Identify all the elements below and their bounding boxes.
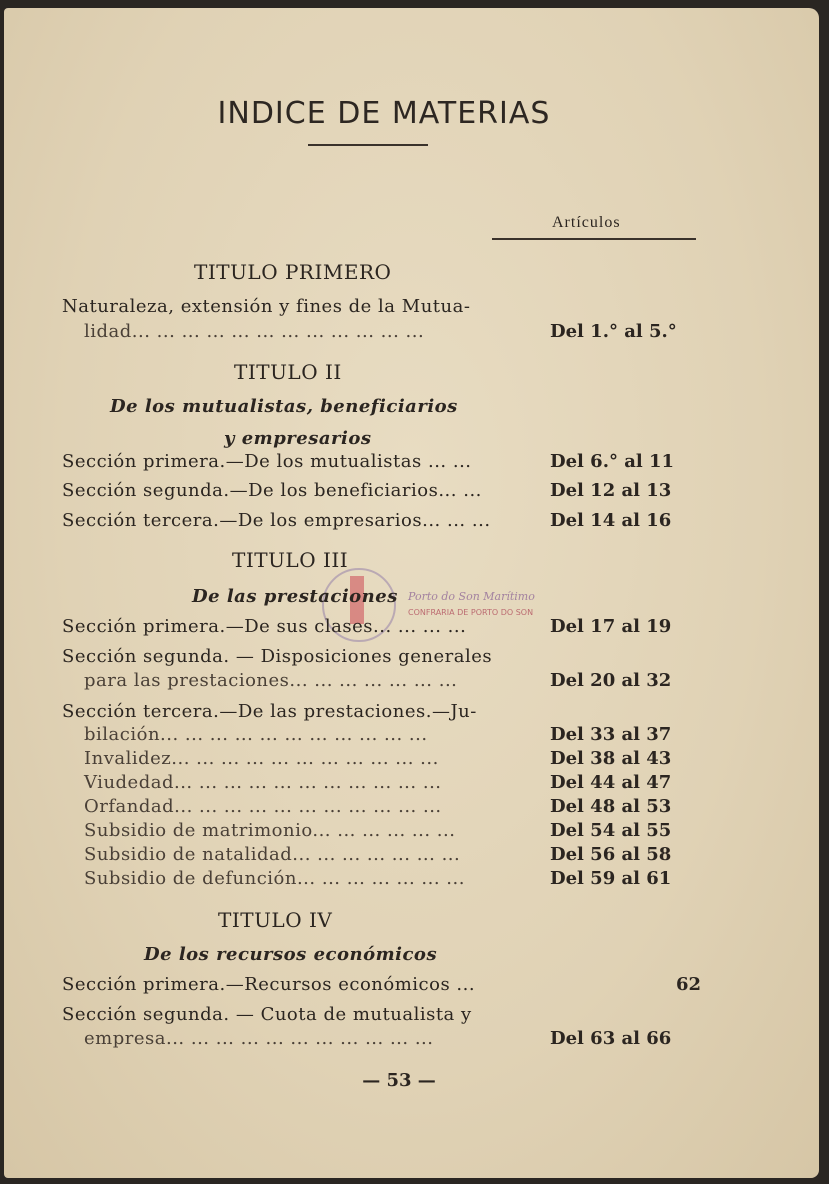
section-subheading: y empresarios [224, 428, 372, 449]
toc-entry: Sección primera.—Recursos económicos ... [62, 974, 476, 995]
toc-entry: Sección primera.—De los mutualistas ... ... [62, 451, 472, 472]
section-subheading: De los recursos económicos [144, 944, 438, 965]
article-range: Del 44 al 47 [550, 772, 672, 793]
toc-entry: Sección segunda. — Disposiciones generales [62, 646, 493, 667]
column-header: Artículos [552, 214, 621, 231]
toc-entry-dots: para las prestaciones... ... ... ... ... ... ... [84, 670, 458, 691]
article-range: Del 33 al 37 [550, 724, 672, 745]
titulo-primero-heading: TITULO PRIMERO [194, 260, 392, 284]
article-range: Del 1.° al 5.° [550, 321, 677, 342]
toc-entry-dots: bilación... ... ... ... ... ... ... ... ... ... ... [84, 724, 428, 745]
toc-entry: Sección tercera.—De las prestaciones.—Ju- [62, 701, 477, 722]
article-range: Del 63 al 66 [550, 1028, 672, 1049]
article-range: Del 17 al 19 [550, 616, 672, 637]
toc-entry-dots: Viudedad... ... ... ... ... ... ... ... ... ... ... [84, 772, 442, 793]
titulo-iii-heading: TITULO III [232, 548, 349, 572]
toc-entry-dots: Subsidio de matrimonio... ... ... ... ... ... [84, 820, 456, 841]
toc-entry-dots: empresa... ... ... ... ... ... ... ... ... ... ... [84, 1028, 434, 1049]
page-number: — 53 — [362, 1070, 436, 1091]
article-range: Del 48 al 53 [550, 796, 672, 817]
toc-entry: Sección segunda. — Cuota de mutualista y [62, 1004, 472, 1025]
page-title: INDICE DE MATERIAS [217, 96, 551, 131]
stamp-text: Porto do Son Marítimo [408, 590, 535, 603]
section-subheading: De los mutualistas, beneficiarios [110, 396, 458, 417]
toc-entry-dots: Subsidio de defunción... ... ... ... ... ... ... [84, 868, 465, 889]
article-range: Del 54 al 55 [550, 820, 672, 841]
toc-entry-dots: lidad... ... ... ... ... ... ... ... ... ... ... ... [84, 321, 425, 342]
title-underline [308, 144, 428, 146]
toc-entry-dots: Orfandad... ... ... ... ... ... ... ... ... ... ... [84, 796, 442, 817]
toc-entry: Sección tercera.—De los empresarios... ... ... [62, 510, 491, 531]
article-range: Del 38 al 43 [550, 748, 672, 769]
titulo-iv-heading: TITULO IV [218, 908, 333, 932]
article-range: Del 12 al 13 [550, 480, 672, 501]
article-range: Del 6.° al 11 [550, 451, 675, 472]
toc-entry: Sección primera.—De sus clases... ... ... ... [62, 616, 467, 637]
article-range: Del 56 al 58 [550, 844, 672, 865]
article-range: Del 14 al 16 [550, 510, 672, 531]
column-header-rule [492, 238, 696, 240]
toc-entry: Sección segunda.—De los beneficiarios... ... [62, 480, 482, 501]
document-page [4, 8, 819, 1178]
section-subheading: De las prestaciones [192, 586, 398, 607]
article-range: 62 [676, 974, 702, 995]
article-range: Del 20 al 32 [550, 670, 672, 691]
toc-entry-dots: Subsidio de natalidad... ... ... ... ... ... ... [84, 844, 461, 865]
toc-entry: Naturaleza, extensión y fines de la Mutua- [62, 296, 471, 317]
article-range: Del 59 al 61 [550, 868, 672, 889]
titulo-ii-heading: TITULO II [234, 360, 342, 384]
stamp-subtext: CONFRARIA DE PORTO DO SON [408, 608, 534, 617]
toc-entry-dots: Invalidez... ... ... ... ... ... ... ... ... ... ... [84, 748, 439, 769]
